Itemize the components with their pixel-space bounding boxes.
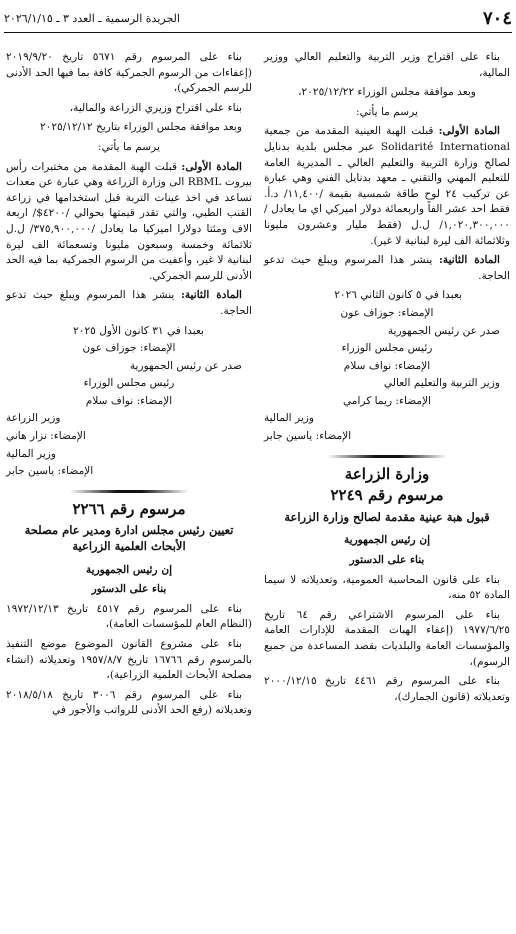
decree-number: مرسوم رقم ٢٢٦٦ bbox=[72, 499, 186, 518]
recital-customs-exemption: بناء على المرسوم رقم ٥٦٧١ تاريخ ٢٠١٩/٩/٢٠ (إعفاءات من الرسوم الجمركية كافة بما فيها الحد الأدنى للرسم الجمركي)، bbox=[6, 51, 252, 95]
ministry-heading: وزارة الزراعة bbox=[344, 464, 430, 483]
minister-finance-title: وزير المالية bbox=[264, 412, 315, 425]
page-number: ٧٠٤ bbox=[482, 7, 512, 29]
preamble-approval: وبعد موافقة مجلس الوزراء بتاريخ ٢٠٢٥/١٢/١٢ bbox=[39, 121, 242, 134]
pm-signature: الإمضاء: نواف سلام bbox=[343, 359, 431, 372]
pm-signature: الإمضاء: نواف سلام bbox=[85, 394, 173, 407]
decree-title: تعيين رئيس مجلس ادارة ومدير عام مصلحة الأبحاث العلمية الزراعية bbox=[24, 523, 234, 554]
article-2-label: المادة الثانية: bbox=[180, 289, 242, 302]
article-1-label: المادة الأولى: bbox=[181, 160, 242, 173]
gazette-title: الجريدة الرسمية ـ العدد ٣ ـ ٢٠٢٦/١/١٥ bbox=[4, 11, 180, 25]
article-2 bbox=[6, 288, 252, 319]
minister-finance-title: وزير المالية bbox=[6, 447, 57, 460]
preamble-proposal: بناء على اقتراح وزير التربية والتعليم العالي ووزير المالية، bbox=[264, 51, 510, 79]
recital-3: بناء على المرسوم رقم ٤٤٦١ تاريخ ٢٠٠٠/١٢/١٥ وتعديلاته (قانون الجمارك)، bbox=[264, 675, 510, 703]
recital-2: بناء على المرسوم الاشتراعي رقم ٦٤ تاريخ ١٩٧٧/٦/٢٥ (إعفاء الهبات المقدمة للإدارات العامة والمؤسسات العامة والبلديات بقصد المساعدة من جميع الرسوم)، bbox=[264, 608, 510, 668]
right-column bbox=[264, 50, 510, 709]
decree-number: مرسوم رقم ٢٢٤٩ bbox=[330, 486, 444, 505]
recital-1: بناء على قانون المحاسبة العمومية، وتعديلاته لا سيما المادة ٥٢ منه، bbox=[264, 573, 510, 602]
decree-title: قبول هبة عينية مقدمة لصالح وزارة الزراعة bbox=[284, 509, 490, 524]
article-2 bbox=[264, 253, 510, 284]
article-1-text: قبلت الهبة العينية المقدمة من جمعية Solidarité International عبر مجلس بلدية بدنايل لصالح وزارة التربية والتعليم العالي ـ المديرية العامة للتعليم المهني والتقني ـ معهد بدنايل الفني وهي عبارة عن تركيب ٢٤ لوح طاقة شمسية بقيمة /١١,٤٠٠/ د.أ. فقط احد عشر الفاً واربعمائة دولار اميركي اي ما يعادل /١,٠٢٠,٣٠٠,٠٠٠/ ل.ل (فقط مليار وعشرون مليونا وثلاثمائة الف ليرة لبنانية لا غير). bbox=[264, 125, 510, 247]
pm-title: رئيس مجلس الوزراء bbox=[341, 342, 433, 355]
preamble-proposal: بناء على اقتراح وزيري الزراعة والمالية، bbox=[69, 101, 242, 114]
president-heading: إن رئيس الجمهورية bbox=[85, 563, 173, 576]
president-signature: الإمضاء: جوزاف عون bbox=[82, 342, 176, 355]
article-1 bbox=[264, 124, 510, 249]
decrees-following: يرسم ما يأتي: bbox=[356, 105, 418, 118]
left-column bbox=[6, 50, 252, 723]
recital-2: بناء على مشروع القانون الموضوع موضع التنفيذ بالمرسوم رقم ١٦٧٦٦ تاريخ ١٩٥٧/٨/٧ وتعديلاته (انشاء مصلحة الأبحاث العلمية الزراعية)، bbox=[6, 638, 252, 682]
constitution-line: بناء على الدستور bbox=[349, 554, 425, 567]
section-separator bbox=[264, 451, 510, 461]
minister-finance-signature: الإمضاء: ياسين جابر bbox=[6, 465, 94, 478]
article-1-text: قبلت الهبة المقدمة من مختبرات رأس بيروت RBML الى وزارة الزراعة وهي عبارة عن معدات تساعد في اخذ عينات التربة قبل استخدامها في زراعة القنب الطبي، والتي تقدر قيمتها بحوالي /٤٢٠٠$/ اربعة الاف ومئتا دولارا اميركيا ما يعادل /٣٧٥,٩٠٠,٠٠٠/ ل.ل ثلاثمائة وخمسة وسبعون مليونا وتسعمائة الف ليرة لبنانية لا غير، وأعفيت من الرسوم الجمركية بما فيه الحد الأدنى للرسم الجمركي. bbox=[6, 160, 252, 282]
president-signature: الإمضاء: جوزاف عون bbox=[340, 306, 434, 319]
section-separator bbox=[6, 486, 252, 496]
issued-by: صدر عن رئيس الجمهورية bbox=[129, 359, 242, 372]
article-1-label: المادة الأولى: bbox=[438, 125, 500, 138]
minister-education-title: وزير التربية والتعليم العالي bbox=[383, 377, 500, 390]
decree-date: بعبدا في ٥ كانون الثاني ٢٠٢٦ bbox=[334, 289, 462, 302]
decrees-following: يرسم ما يأتي: bbox=[98, 140, 160, 153]
minister-finance-signature: الإمضاء: ياسين جابر bbox=[264, 430, 352, 443]
article-2-label: المادة الثانية: bbox=[438, 254, 500, 267]
pm-title: رئيس مجلس الوزراء bbox=[83, 377, 175, 390]
decree-date: بعبدا في ٣١ كانون الأول ٢٠٢٥ bbox=[73, 324, 204, 337]
article-1 bbox=[6, 160, 252, 285]
minister-agriculture-title: وزير الزراعة bbox=[6, 412, 61, 425]
issued-by: صدر عن رئيس الجمهورية bbox=[387, 324, 500, 337]
recital-1: بناء على المرسوم رقم ٤٥١٧ تاريخ ١٩٧٢/١٢/١٣ (النظام العام للمؤسسات العامة)، bbox=[6, 602, 252, 631]
constitution-line: بناء على الدستور bbox=[91, 583, 167, 596]
article-2-text: ينشر هذا المرسوم ويبلغ حيث تدعو الحاجة. bbox=[264, 254, 510, 282]
article-2-text: ينشر هذا المرسوم ويبلغ حيث تدعو الحاجة. bbox=[6, 289, 252, 317]
president-heading: إن رئيس الجمهورية bbox=[343, 534, 431, 547]
minister-agriculture-signature: الإمضاء: نزار هاني bbox=[6, 430, 86, 443]
minister-education-signature: الإمضاء: ريما كرامي bbox=[342, 394, 432, 407]
page-header bbox=[4, 4, 512, 33]
preamble-approval: وبعد موافقة مجلس الوزراء ٢٠٢٥/١٢/٢٢، bbox=[298, 86, 476, 99]
recital-3: بناء على المرسوم رقم ٣٠٠٦ تاريخ ٢٠١٨/٥/١٨ وتعديلاته (رفع الحد الأدنى للرواتب والأجور في bbox=[6, 688, 252, 717]
